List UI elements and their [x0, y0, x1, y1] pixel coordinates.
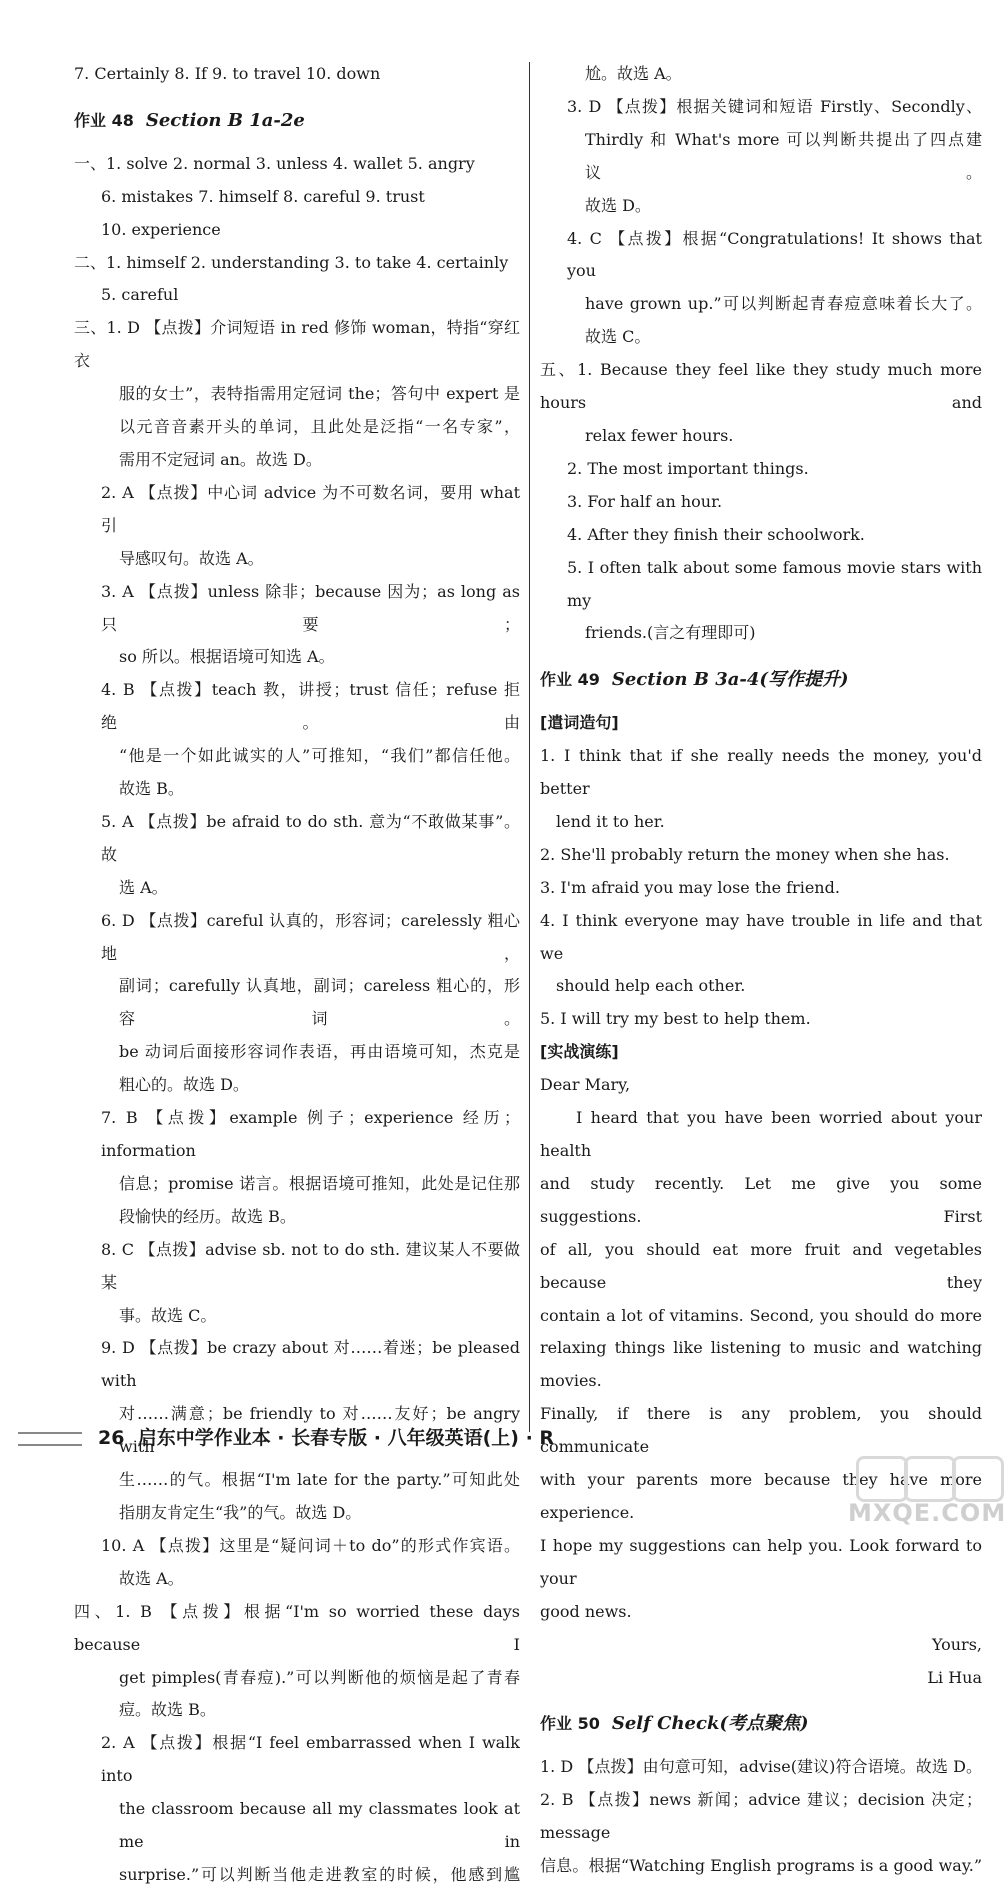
- answer-line: 2. A 【点拨】中心词 advice 为不可数名词，要用 what 引: [101, 482, 520, 535]
- answer-line: 1. D 【点拨】由句意可知，advise(建议)符合语境。故选 D。: [540, 1757, 982, 1777]
- answer-line: the classroom because all my classmates look at me in: [119, 1799, 520, 1852]
- answer-line: 副词；carefully 认真地，副词；careless 粗心的，形容词。: [119, 976, 520, 1029]
- answer-line: 10. experience: [101, 219, 221, 239]
- answer-line: 7. Certainly 8. If 9. to travel 10. down: [74, 64, 381, 83]
- answer-line: lend it to her.: [556, 811, 665, 831]
- answer-line: 选 A。: [119, 877, 168, 897]
- page-number: 26: [98, 1427, 125, 1449]
- letter-signature: Li Hua: [927, 1667, 982, 1687]
- answer-line: friends.(言之有理即可): [585, 623, 756, 643]
- answer-line: 4. I think everyone may have trouble in life and that we: [540, 910, 982, 963]
- answer-line: 7. B 【点拨】example 例子；experience 经历；information: [101, 1108, 520, 1160]
- answer-line: 2. The most important things.: [567, 458, 809, 478]
- answer-line: 对……满意；be friendly to 对……友好；be angry with: [119, 1404, 520, 1457]
- answer-line: 粗心的。故选 D。: [119, 1075, 249, 1095]
- answer-line: 2. B 【点拨】news 新闻；advice 建议；decision 决定；message: [540, 1790, 982, 1843]
- answer-line: 信息；promise 诺言。根据语境可推知，此处是记住那: [119, 1173, 520, 1193]
- answer-line: 3. For half an hour.: [567, 491, 723, 511]
- answer-line: 痘。故选 B。: [119, 1700, 216, 1720]
- answer-line: 5. I will try my best to help them.: [540, 1009, 811, 1029]
- letter-line: relaxing things like listening to music and watching movies.: [540, 1338, 982, 1391]
- letter-line: I hope my suggestions can help you. Look forward to your: [540, 1535, 982, 1588]
- letter-line: Finally, if there is any problem, you should communicate: [540, 1404, 982, 1457]
- answer-line: 8. C 【点拨】advise sb. not to do sth. 建议某人不要做某: [101, 1239, 520, 1292]
- answer-list: [540, 58, 982, 650]
- answer-line: 事。故选 C。: [119, 1305, 217, 1325]
- answer-line: 故选 D。: [585, 195, 651, 215]
- answer-line: have grown up.”可以判断起青春痘意味着长大了。: [585, 294, 982, 314]
- subsection-label: [遣词造句]: [540, 713, 619, 733]
- homework-number: 作业 48: [74, 110, 134, 130]
- answer-line: 故选 A。: [119, 1568, 184, 1588]
- letter-line: I heard that you have been worried about your health: [540, 1108, 982, 1160]
- letter-line: contain a lot of vitamins. Second, you should do more: [540, 1305, 982, 1325]
- answer-line: 尬。故选 A。: [585, 64, 682, 83]
- watermark-text: MXQE.COM: [848, 1499, 1006, 1527]
- answer-line: 段愉快的经历。故选 B。: [119, 1206, 296, 1226]
- footer-bars-icon: [18, 1432, 82, 1446]
- answer-line: 6. D 【点拨】careful 认真的，形容词；carelessly 粗心地，: [101, 910, 520, 963]
- answer-list: [540, 740, 982, 1036]
- answer-line: 2. A 【点拨】根据“I feel embarrassed when I walk into: [101, 1733, 520, 1786]
- answer-line: 四、1. B 【点拨】根据“I'm so worried these days because I: [74, 1601, 520, 1654]
- section-heading-50: [540, 1708, 982, 1741]
- right-column: [540, 58, 982, 1883]
- watermark-box-icon: [856, 1456, 908, 1502]
- letter-line: good news.: [540, 1601, 632, 1621]
- answer-line: 五、1. Because they feel like they study much more hours and: [540, 360, 982, 413]
- answer-line: “他是一个如此诚实的人”可推知，“我们”都信任他。: [119, 746, 520, 766]
- answer-line: get pimples(青春痘).”可以判断他的烦恼是起了青春: [119, 1667, 520, 1687]
- answer-line: surprise.”可以判断当他走进教室的时候，他感到尴: [119, 1864, 520, 1884]
- answer-line: relax fewer hours.: [585, 425, 734, 445]
- watermark-box-icon: [904, 1456, 956, 1502]
- letter-closing: Yours,: [931, 1634, 982, 1654]
- answer-line: 4. After they finish their schoolwork.: [567, 524, 865, 544]
- answer-line: 1. I think that if she really needs the money, you'd better: [540, 746, 982, 799]
- answer-line: 三、1. D 【点拨】介词短语 in red 修饰 woman，特指“穿红衣: [74, 318, 520, 371]
- answer-line: 3. A 【点拨】unless 除非；because 因为；as long as 只要；: [101, 581, 520, 634]
- answer-line: should help each other.: [556, 976, 746, 996]
- letter-line: of all, you should eat more fruit and vegetables because they: [540, 1239, 982, 1292]
- answer-line: be 动词后面接形容词作表语，再由语境可知，杰克是: [119, 1042, 520, 1062]
- answer-line: 以元音音素开头的单词，且此处是泛指“一名专家”，: [119, 417, 520, 437]
- answer-line: 10. A 【点拨】这里是“疑问词＋to do”的形式作宾语。: [101, 1535, 520, 1555]
- answer-line: so 所以。根据语境可知选 A。: [119, 647, 335, 667]
- homework-number: 作业 49: [540, 670, 600, 690]
- answer-line: 3. D 【点拨】根据关键词和短语 Firstly、Secondly、: [567, 96, 982, 116]
- answer-line: 生……的气。根据“I'm late for the party.”可知此处: [119, 1470, 520, 1490]
- answer-line: 5. careful: [101, 285, 179, 305]
- answer-line: 9. D 【点拨】be crazy about 对……着迷；be pleased with: [101, 1338, 520, 1391]
- letter-line: and study recently. Let me give you some suggestions. First: [540, 1173, 982, 1226]
- answer-line: 故选 B。: [119, 779, 184, 799]
- answer-list: [74, 148, 520, 1892]
- subsection-label: [实战演练]: [540, 1042, 619, 1062]
- answer-line: 5. I often talk about some famous movie stars with my: [567, 557, 982, 610]
- homework-number: 作业 50: [540, 1714, 600, 1734]
- section-title: Section B 3a-4(写作提升): [611, 669, 849, 691]
- answer-line: 一、1. solve 2. normal 3. unless 4. wallet 5. angry: [74, 153, 475, 173]
- watermark-box-icon: [952, 1456, 1004, 1502]
- answer-line: Thirdly 和 What's more 可以判断共提出了四点建议。: [585, 129, 982, 182]
- watermark-logo: [848, 1454, 1006, 1529]
- section-title: Self Check(考点聚焦): [611, 1713, 809, 1735]
- column-divider: [529, 62, 530, 1432]
- section-heading-49: [540, 664, 982, 697]
- answer-line: 服的女士”，表特指需用定冠词 the；答句中 expert 是: [119, 384, 520, 404]
- section-title: Section B 1a-2e: [145, 109, 305, 131]
- letter-line: with your parents more because they have more experience.: [540, 1470, 982, 1522]
- section-heading-48: [74, 105, 520, 138]
- answer-line: 2. She'll probably return the money when she has.: [540, 844, 950, 864]
- answer-line: 5. A 【点拨】be afraid to do sth. 意为“不敢做某事”。故: [101, 811, 520, 864]
- answer-line: 故选 C。: [585, 327, 651, 347]
- letter-greeting: Dear Mary,: [540, 1075, 631, 1095]
- page-footer: [18, 1423, 554, 1455]
- answer-line: 6. mistakes 7. himself 8. careful 9. trust: [101, 186, 425, 206]
- answer-line: 4. B 【点拨】teach 教，讲授；trust 信任；refuse 拒绝。由: [101, 680, 520, 733]
- answer-line: 4. C 【点拨】根据“Congratulations! It shows that you: [567, 228, 982, 281]
- answer-line: 信息。根据“Watching English programs is a good way.”: [540, 1856, 982, 1876]
- answer-line: 导感叹句。故选 A。: [119, 548, 264, 568]
- book-title: 启东中学作业本 · 长春专版 · 八年级英语(上) · R: [137, 1427, 555, 1449]
- answer-line: 需用不定冠词 an。故选 D。: [119, 449, 322, 469]
- letter-body: [540, 1102, 982, 1629]
- answer-line: 3. I'm afraid you may lose the friend.: [540, 877, 840, 897]
- left-column: [74, 58, 520, 1892]
- answer-line: 二、1. himself 2. understanding 3. to take 4. certainly: [74, 252, 509, 272]
- answer-line: 指朋友肯定生“我”的气。故选 D。: [119, 1502, 362, 1522]
- answer-list: [540, 1751, 982, 1883]
